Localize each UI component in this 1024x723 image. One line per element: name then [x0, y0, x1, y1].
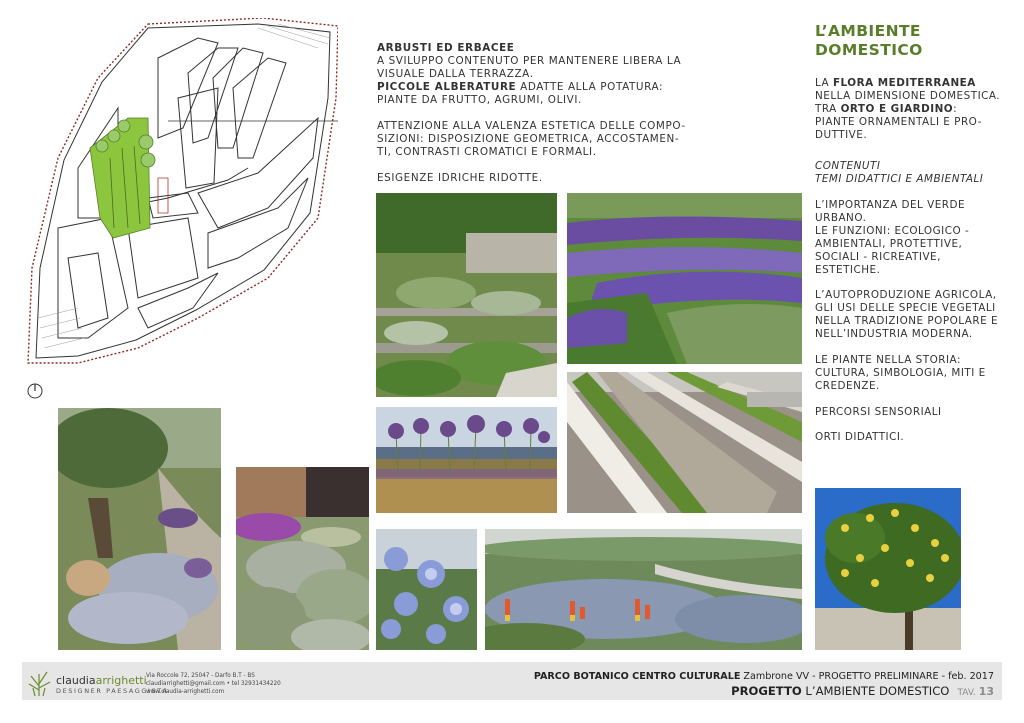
text-line: GLI USI DELLE SPECIE VEGETALI [815, 302, 996, 315]
text-line: CULTURA, SIMBOLOGIA, MITI E [815, 366, 986, 379]
text-line: SOCIALI - RICREATIVE, [815, 250, 941, 263]
project-details: Zambrone VV - PROGETTO PRELIMINARE - feb. 2017 [740, 671, 994, 682]
text-line: LE PIANTE NELLA STORIA: [815, 353, 961, 366]
highlight-flora: FLORA MEDITERRANEA [832, 77, 976, 89]
photo-courtyard-shrubs [236, 467, 369, 650]
text-line: : [953, 102, 958, 115]
text-line: A SVILUPPO CONTENUTO PER MANTENERE LIBERA LA [377, 55, 682, 67]
project-title [534, 671, 994, 682]
page-title [815, 22, 1005, 60]
website-line: www.claudia-arrighetti.com [146, 689, 225, 695]
photo-agapanthus [376, 407, 557, 513]
text-line: PIANTE ORNAMENTALI E PRO- [815, 115, 982, 128]
tav-label: TAV. [957, 688, 976, 698]
brand-last: arrighetti [95, 674, 147, 687]
text-line: ATTENZIONE ALLA VALENZA ESTETICA DELLE COMPO- [377, 120, 686, 132]
subheading-themes: TEMI DIDATTICI E AMBIENTALI [815, 173, 984, 186]
text-line: NELLA DIMENSIONE DOMESTICA. [815, 89, 1001, 102]
contact-info [146, 672, 281, 696]
sheet-title [731, 684, 994, 698]
photo-geometric-beds [567, 372, 802, 513]
sheet-subject: L’AMBIENTE DOMESTICO [801, 684, 950, 698]
right-column [815, 22, 1005, 444]
text-line: CREDENZE. [815, 379, 880, 392]
project-name: PARCO BOTANICO CENTRO CULTURALE [533, 671, 741, 682]
text-line: VISUALE DALLA TERRAZZA. [377, 68, 534, 80]
text-line: SIZIONI: DISPOSIZIONE GEOMETRICA, ACCOSTAMEN- [377, 133, 680, 145]
text-line: TI, CONTRASTI CROMATICI E FORMALI. [377, 146, 597, 158]
text-line: LA [815, 77, 833, 89]
photo-lemon-tree [815, 488, 961, 650]
sheet-number: 13 [978, 685, 994, 698]
brand-name [56, 674, 147, 687]
text-line: ESIGENZE IDRICHE RIDOTTE. [377, 172, 543, 184]
heading-shrubs: ARBUSTI ED ERBACEE [377, 42, 515, 54]
text-line: NELLA TRADIZIONE POPOLARE E [815, 315, 999, 328]
text-line: ESTETICHE. [815, 263, 881, 276]
text-line: LE FUNZIONI: ECOLOGICO - [815, 224, 970, 237]
north-arrow-icon [28, 384, 42, 398]
brand-first: claudia [56, 674, 96, 687]
photo-blue-agapanthus [376, 529, 477, 650]
email-line: claudiarrighetti@gmail.com • tel 32931434220 [146, 681, 281, 687]
photo-lavender-field [567, 193, 802, 364]
text-line: L’IMPORTANZA DEL VERDE [815, 199, 966, 212]
heading-small-trees: PICCOLE ALBERATURE [377, 81, 517, 93]
sheet-label: PROGETTO [731, 684, 802, 698]
photo-stone-wall-garden [376, 193, 557, 397]
text-line: PERCORSI SENSORIALI [815, 405, 942, 418]
brand-tagline: DESIGNER PAESAGGISTA [56, 687, 169, 695]
text-line: ADATTE ALLA POTATURA: [516, 81, 664, 93]
text-line: ORTI DIDATTICI. [815, 431, 905, 444]
site-plan [18, 18, 338, 403]
title-line: L’AMBIENTE [815, 22, 921, 40]
address-line: Via Roccole 72, 25047 - Darfo B.T - BS [146, 673, 255, 679]
plant-logo-icon [26, 666, 52, 696]
text-line: PIANTE DA FRUTTO, AGRUMI, OLIVI. [377, 94, 582, 106]
text-line: AMBIENTALI, PROTETTIVE, [815, 237, 963, 250]
text-line: L’AUTOPRODUZIONE AGRICOLA, [815, 289, 997, 302]
photo-olive-hillside [58, 408, 221, 650]
text-line: URBANO. [815, 212, 867, 225]
subheading-contents: CONTENUTI [815, 160, 881, 173]
text-line: DUTTIVE. [815, 128, 868, 141]
highlight-orto: ORTO E GIARDINO [840, 102, 954, 115]
text-line: TRA [815, 102, 841, 115]
intro-text [815, 77, 1005, 444]
photo-kniphofia-meadow [485, 529, 802, 650]
text-line: NELL’INDUSTRIA MODERNA. [815, 328, 973, 341]
footer-bar [22, 662, 1002, 700]
description-text [377, 42, 707, 185]
title-line: DOMESTICO [815, 41, 923, 59]
